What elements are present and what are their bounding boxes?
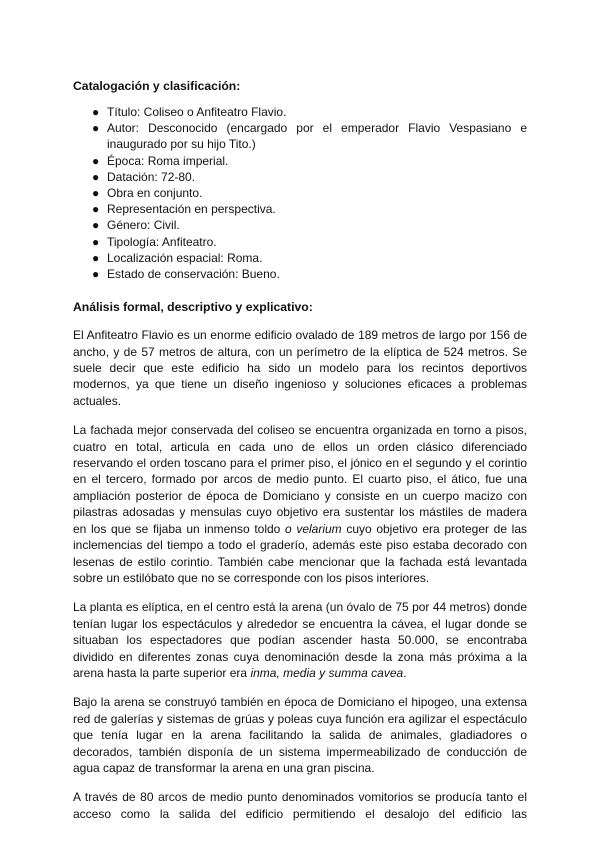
bullet-icon: ● [92,153,100,168]
catalog-list [73,104,527,282]
list-item: ● Estado de conservación: Bueno. [92,267,280,282]
list-item: ● Tipología: Anfiteatro. [92,234,217,249]
paragraph-hypogeum: Bajo la arena se construyó también en época de Domiciano el hipogeo, una extensa red de galerías y sistemas de grúas y poleas cuya función era agilizar el espectáculo que tenía lugar en la arena facilitando la salida de animales, gladiadores o decorados, también disponía de un sistema impermeabilizado de conducción de agua capaz de transformar la arena en una gran piscina. [73,695,527,775]
paragraph-plan: La planta es elíptica, en el centro está la arena (un óvalo de 75 por 44 metros) donde tenían lugar los espectáculos y alrededor se encuentra la cávea, el lugar donde se situaban los espectadores que podían ascender hasta 50.000, se encontraba dividido en diferentes zonas cuya denominación desde la zona más próxima a la arena hasta la parte superior era inma, media y summa cavea. [73,600,527,680]
velarium-term: o velarium [285,521,342,536]
list-item: ● Datación: 72-80. [92,169,196,184]
paragraph-dimensions: El Anfiteatro Flavio es un enorme edificio ovalado de 189 metros de largo por 156 de ancho, y de 57 metros de altura, con un perímetro de la elíptica de 524 metros. Se suele decir que este edificio ha sido un modelo para los recintos deportivos modernos, ya que tiene un diseño ingenioso y soluciones eficaces a problemas actuales. [73,328,527,408]
bullet-icon: ● [92,218,100,233]
bullet-icon: ● [92,169,100,184]
bullet-icon: ● [92,234,100,249]
catalog-heading: Catalogación y clasificación: [73,79,241,93]
analysis-heading: Análisis formal, descriptivo y explicativo: [73,300,313,315]
list-item: ● Autor: Desconocido (encargado por el emperador Flavio Vespasiano e inaugurado por su hijo Tito.) [92,121,527,152]
bullet-icon: ● [92,250,100,265]
cavea-terms: inma, media y summa cavea [250,665,404,680]
bullet-icon: ● [92,267,100,282]
list-item: ● Representación en perspectiva. [92,202,276,217]
bullet-icon: ● [92,105,100,119]
list-item: ● Género: Civil. [92,218,180,233]
paragraph-vomitoria: A través de 80 arcos de medio punto denominados vomitorios se producía tanto el acceso como la salida del edificio permitiendo el desalojo del edificio las [73,790,527,821]
bullet-icon: ● [92,186,100,201]
list-item: ● Época: Roma imperial. [92,153,229,168]
list-item: ● Localización espacial: Roma. [92,250,263,265]
bullet-icon: ● [92,121,100,136]
list-item: ● Título: Coliseo o Anfiteatro Flavio. [92,105,287,119]
paragraph-facade: La fachada mejor conservada del coliseo se encuentra organizada en torno a pisos, cuatro en total, articula en cada uno de ellos un orden clásico diferenciado reservando el orden toscano para el primer piso, el jónico en el segundo y el corintio en el tercero, formado por arcos de medio punto. El cuarto piso, el ático, fue una ampliación posterior de época de Domiciano y consiste en un cuerpo macizo con pilastras adosadas y mensulas cuyo objetivo era sustentar los mástiles de madera en los que se fijaba un inmenso toldo o velarium cuyo objetivo era proteger de las inclemencias del tiempo a todo el graderío, además este piso estaba decorado con lesenas de estilo corintio. También cabe mencionar que la fachada está levantada sobre un estilóbato que no se corresponde con los pisos interiores. [73,423,527,585]
list-item: ● Obra en conjunto. [92,186,203,201]
bullet-icon: ● [92,202,100,217]
